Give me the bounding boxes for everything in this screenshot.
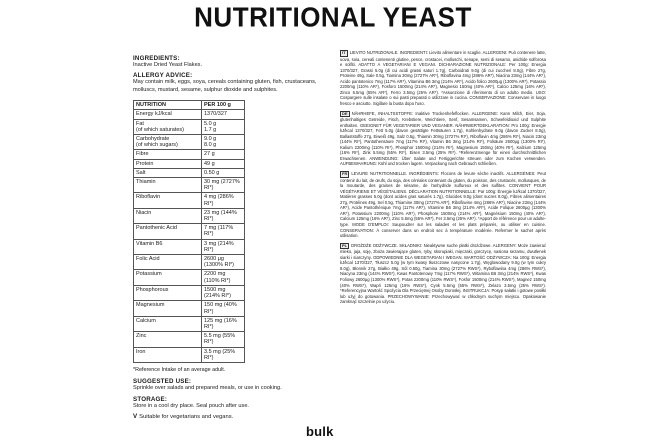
- nutrient-name: Potassium: [134, 270, 202, 285]
- allergy-text: May contain milk, eggs, soya, cereals containing gluten, fish, crustaceans, molluscs, mustard, sesame, sulphur dioxide and sulphites.: [133, 79, 317, 93]
- table-row: [134, 332, 245, 347]
- nutrient-value: 1370/327: [202, 110, 245, 119]
- product-title: NUTRITIONAL YEAST: [194, 1, 472, 33]
- ingredients-heading: INGREDIENTS:: [133, 55, 180, 62]
- nutrient-name: Vitamin B6: [134, 239, 202, 254]
- translation-text: NÄHRHEFE, INHALTSSTOFFE: Inaktive Trockenhefeflocken. ALLERGENE: Kann Milch, Eier, Soja, glutenhaltiges Getreide, Fisch, Krebstiere, Weichtiere, Senf, Sesamsamen, Schwefeldioxid und Sulphite enthalten. GEEIGNET FÜR VEGETARIER UND VEGANER. NÄHRWERTDEKLARATION: Pro 100g: Energie kJ/kcal 1370/327, Fett 5.0g (davon gesättigte Fettsäuren 1.7g), Kohlenhydrate 9.0g (davon Zucker 8.0g), Ballaststoffe 27g, Eiweiß 49g, Salz 0.5g, Thiamin 30mg (2727% RI*), Riboflavin 4mg (286% RI*), Niacin 23mg (144% RI*), Pantothensäure 7mg (117% RI*), Vitamin B6 3mg (214% RI*), Folsäure 2600μg (1300% RI*), Kalium 2200mg (110% RI*), Phosphor 1500mg (214% RI*), Magnesium 150mg (40% RI*), Kalzium 125mg (16% RI*), Zink 5.5mg (55% RI*), Eisen 3.5mg (25% RI*). *Referenzmenge für einen durchschnittlichen Erwachsenen. ANWENDUNG: Über Salate und Fertiggerichte streuen oder zum Kochen verwenden. AUFBEWAHRUNG: Kühl und trocken lagern. Verpackung nach Gebrauch schließen.: [340, 110, 546, 167]
- table-row: [134, 119, 245, 134]
- nutrient-value: 7 mg (117% RI*): [202, 224, 245, 239]
- english-label: [133, 52, 333, 420]
- suggested-use-text: Sprinkle over salads and prepared meals, or use in cooking.: [133, 384, 282, 391]
- nutrient-value: 30 mg (2727% RI*): [202, 178, 245, 193]
- nutrient-name: Magnesium: [134, 301, 202, 316]
- table-row: [134, 159, 245, 168]
- nutrient-value: 2600 μg (1300% RI*): [202, 255, 245, 270]
- allergy-heading: ALLERGY ADVICE:: [133, 72, 193, 80]
- nutrient-name: Calcium: [134, 316, 202, 331]
- translations-column: [340, 50, 546, 309]
- nutrient-value: 9.0 g 8.0 g: [202, 135, 245, 150]
- nutrient-name: Phosphorous: [134, 285, 202, 300]
- nutrient-value: 5.0 g 1.7 g: [202, 119, 245, 134]
- nutrient-value: 4 mg (286% RI*): [202, 193, 245, 208]
- nutrient-value: 0.50 g: [202, 168, 245, 177]
- ingredients-text: Inactive Dried Yeast Flakes.: [133, 62, 203, 68]
- nutrient-value: 23 mg (144% RI*): [202, 208, 245, 223]
- brand-logo: bulk: [306, 424, 334, 439]
- nutrient-name: Fat (of which saturates): [134, 119, 202, 134]
- table-row: [134, 150, 245, 159]
- nutrient-name: Riboflavin: [134, 193, 202, 208]
- nutrient-name: Pantothenic Acid: [134, 224, 202, 239]
- nutrient-name: Energy kJ/kcal: [134, 110, 202, 119]
- table-row: [134, 347, 245, 362]
- translation-block: [340, 111, 546, 168]
- nutrient-value: 150 mg (40% RI*): [202, 301, 245, 316]
- nutrition-header-per: PER 100 g: [202, 101, 245, 110]
- nutrient-name: Folic Acid: [134, 255, 202, 270]
- nutrient-value: 2200 mg (110% RI*): [202, 270, 245, 285]
- nutrient-name: Zinc: [134, 332, 202, 347]
- nutrient-value: 3.5 mg (25% RI*): [202, 347, 245, 362]
- table-row: [134, 316, 245, 331]
- table-row: [134, 255, 245, 270]
- polish-flag-icon: PL: [342, 242, 348, 248]
- storage-heading: STORAGE:: [133, 396, 168, 404]
- vegan-statement: [133, 413, 333, 420]
- nutrient-value: 5.5 mg (55% RI*): [202, 332, 245, 347]
- translation-block: [340, 243, 546, 305]
- table-row: [134, 208, 245, 223]
- nutrition-table: [133, 100, 245, 363]
- translation-text: LIEVITO NUTRIZIONALE. INGREDIENTI: Lievito alimentare in scaglie. ALLERGENI: Può contenere latte, uova, soia, cereali contenenti glutine, pesce, crostacei, molluschi, senape, semi di sesamo, anidride solforosa e solfiti. ADATTO A VEGETARIANI E VEGANI. DICHIARAZIONE NUTRIZIONALE: Per 100g: Energia 1370/327, Grassi 5.0g (di cui acidi grassi saturi 1.7g), Carboidrati 9.0g (di cui zuccheri 8.0g), Fibre 27g, Proteine 49g, Sale 0.5g, Tiamina 30mg (2727% AR*), Riboflavina 4mg (286% AR*), Niacina 23mg (144% AR*), Acido pantotenico 7mg (117% AR*), Vitamina B6 3mg (214% AR*), Acido folico 2600μg (1300% AR*), Potassio 2200mg (110% AR*), Fosforo 1500mg (214% AR*), Magnesio 150mg (40% AR*), Calcio 125mg (16% AR*), Zinco 5.5mg (55% AR*), Ferro 3.5mg (25% AR*). *Assunzione di riferimento di un adulto medio. USO: Cospargere sulle insalate o sui pasti preparati o utilizzare in cucina. CONSERVAZIONE: Conservare in luogo fresco e asciutto. Sigillare la busta dopo l'uso.: [340, 50, 546, 106]
- reference-intake-note: *Reference Intake of an average adult.: [133, 366, 226, 373]
- nutrient-value: 49 g: [202, 159, 245, 168]
- nutrient-name: Thiamin: [134, 178, 202, 193]
- nutrition-header-label: NUTRITION: [134, 101, 202, 110]
- table-row: [134, 285, 245, 300]
- table-row: [134, 110, 245, 119]
- storage-text: Store in a cool dry place. Seal pouch after use.: [133, 403, 249, 410]
- translation-text: LEVURE NUTRITIONNELLE. INGRÉDIENTS: Flocons de levure sèche inactifs. ALLERGÈNES: Peut contenir du lait, de œufs, du soja, des céréales contenant du gluten, du poisson, des crustacés, mollusques, de la moutarde, des graines de sésame, de l'anhydride sulfureux et des sulfites. CONVIENT POUR VÉGÉTARIENS ET VÉGÉTALIENS. DÉCLARATION NUTRITIONNELLE: Par 100g: Énergie kJ/kcal 1370/327, Matières grasses 5.0g (dont acides gras saturés 1.7g), Glucides 9.0g (dont sucres 8.0g), Fibres alimentaires 27g, Protéines 49g, Sel 0.5g, Thiamine 30mg (2727% AR*), Riboflavine 4mg (286% AR*), Niacine 23mg (144% AR*), Acide Pantothénique 7mg (117% AR*), Vitamine B6 3mg (214% AR*), Acide Folique 2600μg (1300% AR*), Potassium 2200mg (110% AR*), Phosphore 1500mg (214% AR*), Magnésium 150mg (40% AR*), Calcium 125mg (16% AR*), Zinc 5.5mg (55% AR*), Fer 3.5mg (25% AR*). *Apport de référence pour un adulte-type. MODE D'EMPLOI: Saupoudrer sur les salades et les plats préparés, ou utiliser en cuisine. CONSERVATION: À conserver dans un endroit sec à température modérée. Refermer le sachet après utilisation.: [340, 171, 547, 239]
- table-row: [134, 301, 245, 316]
- vegan-text: Suitable for vegetarians and vegans.: [139, 413, 234, 420]
- translation-block: [340, 50, 546, 107]
- nutrient-name: Carbohydrate (of which sugars): [134, 135, 202, 150]
- translation-text: DROŻDŻE ODŻYWCZE. SKŁADNIKI: Nieaktywne suche płatki drożdżowe. ALERGENY: Może zawierać mleko, jaja, soję, zboża zawierające gluten, ryby, skorupiaki, mięczaki, gorczycę, nasiona sezamu, dwutlenek siarki i siarczyny. ODPOWIEDNIE DLA WEGETARIAN I WEGAN. WARTOŚĆ ODŻYWCZA: Na 100g: Energia kJ/kcal 1370/327, Tłuszcz 5.0g (w tym kwasy tłuszczowe nasycone 1.7g), Węglowodany 9.0g (w tym cukry 8.0g), Błonnik 27g, Białko 49g, Sól 0.50g, Tiamina 30mg (2727% RWS*), Ryboflawina 4mg (286% RWS*), Niacyna 23mg (144% RWS*), Kwas Pantotenowy 7mg (117% RWS*), Witamina B6 3mg (214% RWS*), Kwas Foliowy 2600μg (1300% RWS*), Potas 2200mg (110% RWS*), Fosfor 1500mg (214% RWS*), Magnez 150mg (40% RWS*), Wapń 125mg (16% RWS*), Cynk 5.5mg (55% RWS*), Żelazo 3.5mg (25% RWS*). *Referencyjna Wartość Spożycia Dla Przeciętnej Osoby Dorosłej. INSTRUKCJA: Posyp sałatki i gotowe posiłki lub użyj do gotowania. PRZECHOWYWANIE: Przechowywać w chłodnym suchym miejscu. Opakowanie zamknąć szczelnie po użyciu.: [340, 242, 546, 305]
- nutrient-name: Niacin: [134, 208, 202, 223]
- table-row: [134, 193, 245, 208]
- nutrient-value: 27 g: [202, 150, 245, 159]
- nutrient-value: 125 mg (16% RI*): [202, 316, 245, 331]
- table-row: [134, 168, 245, 177]
- nutrient-name: Fibre: [134, 150, 202, 159]
- nutrition-table-header: [134, 101, 245, 110]
- table-row: [134, 224, 245, 239]
- nutrient-name: Iron: [134, 347, 202, 362]
- table-row: [134, 270, 245, 285]
- nutrient-value: 1500 mg (214% RI*): [202, 285, 245, 300]
- table-row: [134, 178, 245, 193]
- italian-flag-icon: IT: [342, 50, 346, 55]
- table-row: [134, 239, 245, 254]
- french-flag-icon: FR: [342, 171, 348, 177]
- table-row: [134, 135, 245, 150]
- nutrient-name: Protein: [134, 159, 202, 168]
- suggested-use-heading: SUGGESTED USE:: [133, 377, 192, 385]
- german-flag-icon: DE: [342, 110, 348, 116]
- translation-block: [340, 171, 546, 239]
- vegan-icon: V: [133, 412, 138, 420]
- nutrient-name: Salt: [134, 168, 202, 177]
- nutrient-value: 3 mg (214% RI*): [202, 239, 245, 254]
